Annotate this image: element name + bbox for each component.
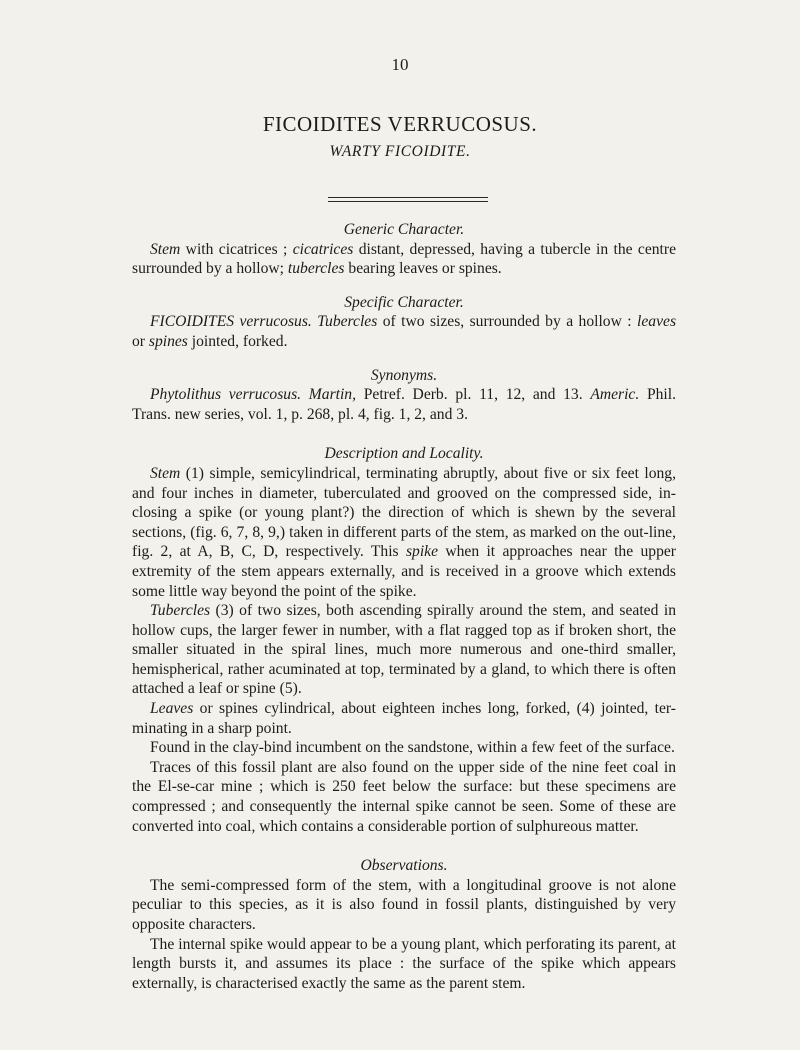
title-rule-bottom [328,201,488,202]
generic-heading: Generic Character. [343,221,465,238]
description-stem-paragraph: Stem (1) simple, semicylindrical, terminating abruptly, about five or six feet long, and four inches in diameter, tuberculated and grooved on the compressed side, in-closing a spike (or young plant?) the direction of which is shewn by the several sections, (fig. 6, 7, 8, 9,) taken in different parts of the stem, as marked on the out-line, fig. 2, at A, B, C, D, respectively. This spike when it approaches near the upper extremity of the stem appears externally, and is received in a groove which extends some little way beyond the point of the spike. [132,464,676,600]
specific-heading: Specific Character. [344,293,464,311]
title-rule-top [328,197,488,198]
generic-paragraph: Stem with cicatrices ; cicatrices distant, depressed, having a tubercle in the centre surrounded by a hollow; tubercles bearing leaves or spines. [132,240,676,278]
observations-paragraph-2: The internal spike would appear to be a young plant, which perforating its parent, at length bursts it, and assumes its place : the surface of the spike which appears externally, is characterised exactly the same as the parent stem. [132,935,676,992]
document-body [132,220,676,993]
genus-name: FICOIDITES [150,313,235,331]
page-title: FICOIDITES VERRUCOSUS. [262,112,538,136]
term-cicatrices: cicatrices [292,240,354,258]
specific-paragraph: FICOIDITES verrucosus. Tubercles of two sizes, surrounded by a hollow : leaves or spines jointed, forked. [132,313,677,350]
description-heading: Description and Locality. [324,445,484,463]
term-stem: Stem [150,240,181,258]
description-locality-paragraph: Found in the clay-bind incumbent on the sandstone, within a few feet of the surface. [150,739,675,757]
synonyms-heading: Synonyms. [370,366,438,384]
page-number: 10 [391,55,409,74]
synonyms-paragraph: Phytolithus verrucosus. Martin, Petref. Derb. pl. 11, 12, and 13. Americ. Phil. Trans. new series, vol. 1, p. 268, pl. 4, fig. 1, 2, and 3. [132,386,676,423]
observations-heading: Observations. [360,857,448,875]
description-tubercles-paragraph: Tubercles (3) of two sizes, both ascending spirally around the stem, and seated in hollow cups, the larger fewer in number, with a flat ragged top as if broken short, the smaller situated in the spiral lines, much more numerous and one-third smaller, hemispherical, rather acuminated at top, terminated by a gland, to which there is often attached a leaf or spine (5). [132,602,676,698]
observations-paragraph-1: The semi-compressed form of the stem, with a longitudinal groove is not alone peculiar to this species, as it is also found in fossil plants, distinguished by very opposite characters. [132,876,676,933]
description-traces-paragraph: Traces of this fossil plant are also found on the upper side of the nine feet coal in the El-se-car mine ; which is 250 feet below the surface: but these specimens are compressed ; and consequently the internal spike cannot be seen. Some of these are converted into coal, which contains a considerable portion of sulphureous matter. [132,758,676,835]
page-subtitle: WARTY FICOIDITE. [329,143,471,160]
description-leaves-paragraph: Leaves or spines cylindrical, about eighteen inches long, forked, (4) jointed, ter-minating in a sharp point. [132,700,676,737]
term-tubercles: tubercles [287,260,345,278]
species-name: verrucosus. [239,313,312,331]
